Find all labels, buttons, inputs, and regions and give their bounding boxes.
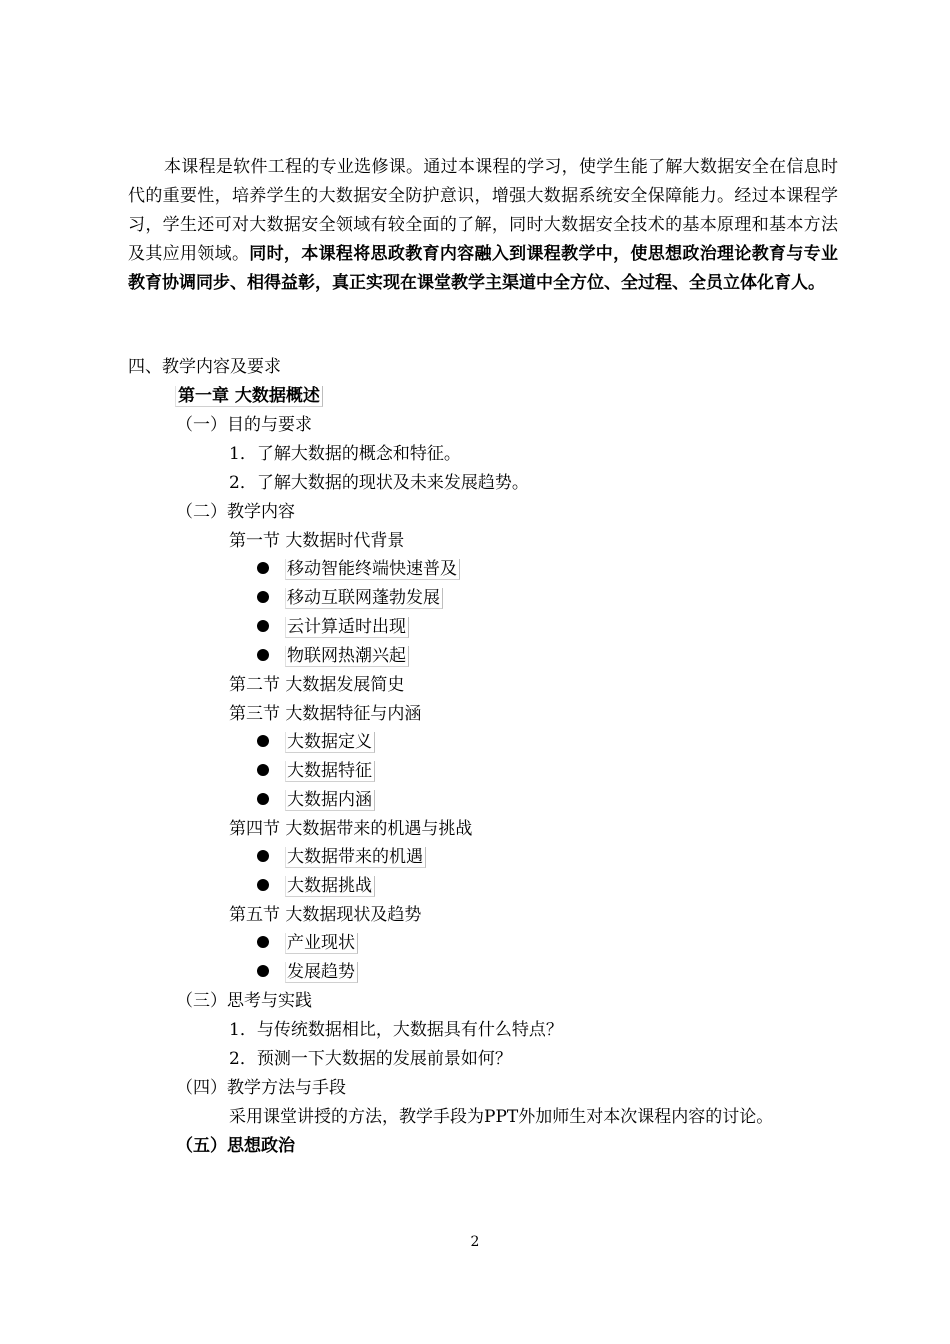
intro-bold-text: 同时，本课程将思政教育内容融入到课程教学中，使思想政治理论教育与专业教育协调同步、相得益彰，真正实现在课堂教学主渠道中全方位、全过程、全员立体化育人。 bbox=[128, 244, 839, 293]
section-3-title: 第三节 大数据特征与内涵 bbox=[229, 704, 422, 724]
intro-paragraph bbox=[128, 153, 838, 298]
bullet-dot-icon bbox=[257, 965, 269, 977]
methods-heading: （四）教学方法与手段 bbox=[176, 1078, 346, 1098]
ideology-heading: （五）思想政治 bbox=[176, 1136, 295, 1156]
section-4-title: 第四节 大数据带来的机遇与挑战 bbox=[229, 819, 473, 839]
section-2-title: 第二节 大数据发展简史 bbox=[229, 675, 405, 695]
bullet-dot-icon bbox=[257, 591, 269, 603]
bullet-item: 产业现状 bbox=[257, 929, 358, 958]
practice-item-1: 1．与传统数据相比，大数据具有什么特点？ bbox=[229, 1020, 563, 1040]
bullet-item: 大数据内涵 bbox=[257, 786, 375, 815]
content-heading: （二）教学内容 bbox=[176, 502, 295, 522]
bullet-item: 移动智能终端快速普及 bbox=[257, 555, 460, 584]
bullet-dot-icon bbox=[257, 649, 269, 661]
bullet-dot-icon bbox=[257, 850, 269, 862]
bullet-item: 大数据带来的机遇 bbox=[257, 843, 426, 872]
bullet-item: 大数据挑战 bbox=[257, 872, 375, 901]
bullet-dot-icon bbox=[257, 562, 269, 574]
bullet-dot-icon bbox=[257, 793, 269, 805]
bullet-dot-icon bbox=[257, 764, 269, 776]
bullet-dot-icon bbox=[257, 620, 269, 632]
bullet-dot-icon bbox=[257, 735, 269, 747]
section-1-title: 第一节 大数据时代背景 bbox=[229, 531, 405, 551]
chapter-title bbox=[175, 382, 323, 411]
bullet-item: 物联网热潮兴起 bbox=[257, 642, 409, 671]
section-heading: 四、教学内容及要求 bbox=[128, 357, 281, 377]
bullet-item: 移动互联网蓬勃发展 bbox=[257, 584, 443, 613]
bullet-item: 云计算适时出现 bbox=[257, 613, 409, 642]
section-5-title: 第五节 大数据现状及趋势 bbox=[229, 905, 422, 925]
chapter-title-text: 第一章 大数据概述 bbox=[175, 386, 323, 407]
goals-heading: （一）目的与要求 bbox=[176, 415, 312, 435]
page-number: 2 bbox=[470, 1234, 480, 1250]
bullet-dot-icon bbox=[257, 936, 269, 948]
goal-item-1: 1．了解大数据的概念和特征。 bbox=[229, 444, 461, 464]
practice-heading: （三）思考与实践 bbox=[176, 991, 312, 1011]
practice-item-2: 2．预测一下大数据的发展前景如何？ bbox=[229, 1049, 512, 1069]
intro-text: 本课程是软件工程的专业选修课。通过本课程的学习，使学生能了解大数据安全在信息时代的重要性，培养学生的大数据安全防护意识，增强大数据系统安全保障能力。经过本课程学习，学生还可对大数据安全领域有较全面的了解，同时大数据安全技术的基本原理和基本方法及其应用领域。 bbox=[128, 157, 838, 264]
bullet-dot-icon bbox=[257, 879, 269, 891]
bullet-item: 发展趋势 bbox=[257, 958, 358, 987]
methods-text: 采用课堂讲授的方法，教学手段为PPT外加师生对本次课程内容的讨论。 bbox=[229, 1107, 774, 1127]
bullet-item: 大数据特征 bbox=[257, 757, 375, 786]
bullet-item: 大数据定义 bbox=[257, 728, 375, 757]
goal-item-2: 2．了解大数据的现状及未来发展趋势。 bbox=[229, 473, 529, 493]
